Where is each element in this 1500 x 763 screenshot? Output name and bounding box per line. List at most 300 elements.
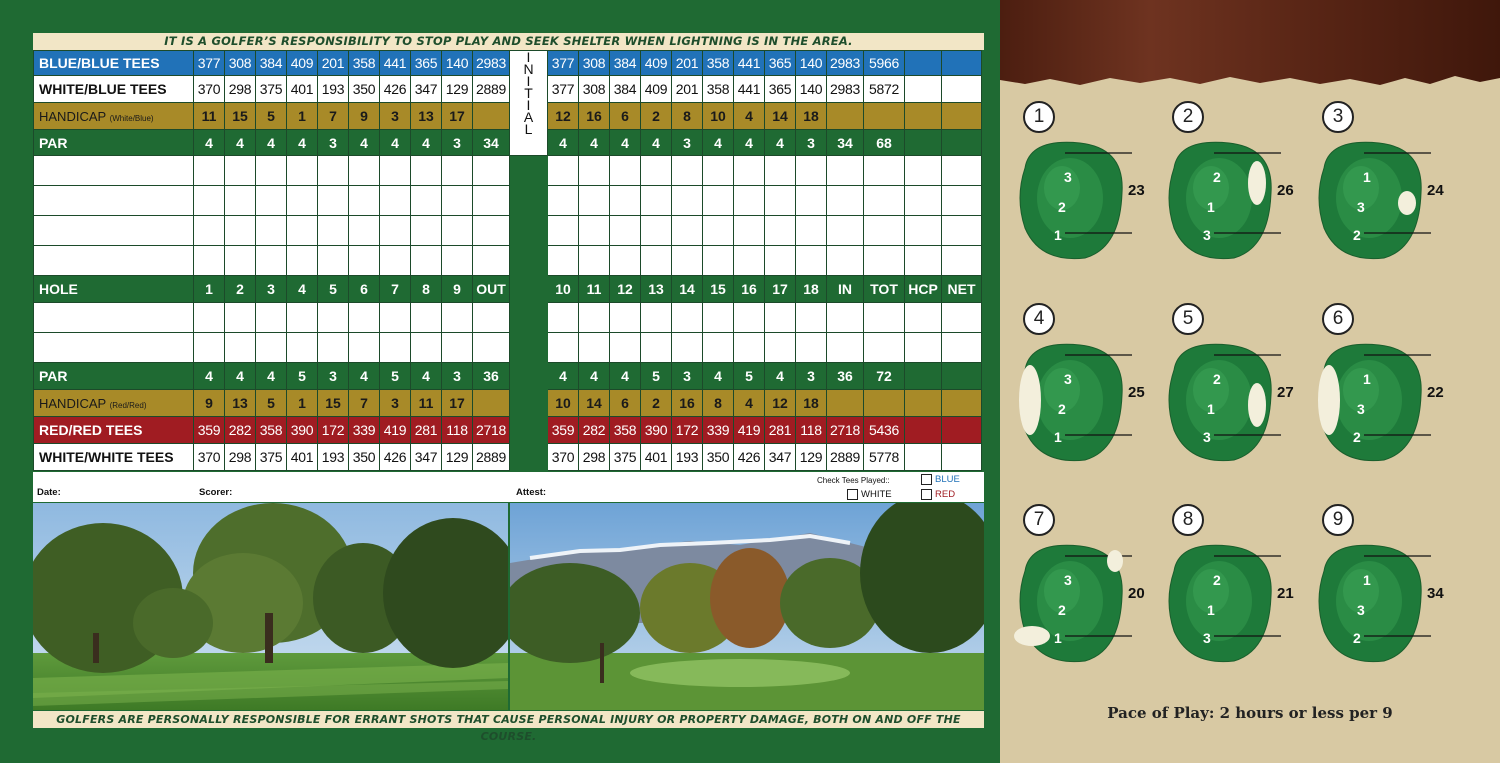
score-entry-cell[interactable]: [796, 156, 827, 186]
net-cell: [942, 51, 982, 76]
front-nine-cell: 3: [442, 363, 473, 390]
score-entry-cell[interactable]: [703, 156, 734, 186]
pin-position-number: 3: [1064, 572, 1072, 588]
back-nine-cell: 201: [672, 51, 703, 76]
score-entry-cell[interactable]: [579, 303, 610, 333]
score-entry-cell[interactable]: [34, 303, 194, 333]
pin-position-number: 3: [1064, 169, 1072, 185]
back-nine-cell: 2: [641, 103, 672, 130]
front-nine-cell: 1: [287, 103, 318, 130]
score-entry-cell[interactable]: [194, 216, 225, 246]
score-entry-cell[interactable]: [942, 156, 982, 186]
score-entry-cell[interactable]: [256, 246, 287, 276]
score-entry-cell[interactable]: [672, 333, 703, 363]
front-nine-cell: 172: [318, 417, 349, 444]
score-entry-cell[interactable]: [864, 246, 905, 276]
score-entry-cell[interactable]: [548, 156, 579, 186]
score-entry-cell[interactable]: [225, 216, 256, 246]
score-entry-cell[interactable]: [703, 333, 734, 363]
wood-header: [1000, 0, 1500, 90]
score-entry-cell[interactable]: [349, 246, 380, 276]
back-nine-cell: 426: [734, 444, 765, 471]
score-entry-cell[interactable]: [349, 186, 380, 216]
score-entry-cell[interactable]: [287, 186, 318, 216]
score-entry-cell[interactable]: [905, 246, 942, 276]
score-entry-cell[interactable]: [672, 246, 703, 276]
row-label: [34, 363, 194, 390]
score-entry-cell[interactable]: [287, 156, 318, 186]
score-entry-cell[interactable]: [473, 333, 510, 363]
back-nine-cell: 12: [765, 390, 796, 417]
back-nine-cell: 441: [734, 51, 765, 76]
back-nine-cell: 4: [579, 363, 610, 390]
score-entry-cell[interactable]: [796, 216, 827, 246]
score-entry-cell[interactable]: [34, 246, 194, 276]
score-entry-cell[interactable]: [610, 303, 641, 333]
pin-position-number: 1: [1207, 401, 1215, 417]
score-entry-cell[interactable]: [225, 246, 256, 276]
score-entry-cell[interactable]: [610, 246, 641, 276]
score-entry-cell[interactable]: [765, 156, 796, 186]
front-nine-cell: 5: [318, 276, 349, 303]
score-table: [33, 50, 982, 471]
row-label: [34, 103, 194, 130]
front-nine-cell: 7: [380, 276, 411, 303]
out-total-cell: 36: [473, 363, 510, 390]
total-cell: 5966: [864, 51, 905, 76]
score-entry-cell[interactable]: [318, 156, 349, 186]
score-entry-cell[interactable]: [864, 333, 905, 363]
score-entry-cell[interactable]: [905, 303, 942, 333]
back-nine-cell: 365: [765, 51, 796, 76]
score-entry-cell[interactable]: [703, 186, 734, 216]
score-entry-cell[interactable]: [473, 246, 510, 276]
pin-position-number: 3: [1357, 199, 1365, 215]
total-cell: TOT: [864, 276, 905, 303]
score-entry-cell[interactable]: [864, 156, 905, 186]
front-nine-cell: 426: [380, 76, 411, 103]
score-entry-row: [34, 303, 982, 333]
pin-position-number: 3: [1064, 371, 1072, 387]
back-nine-cell: 14: [765, 103, 796, 130]
scorer-label: Scorer:: [199, 487, 233, 498]
score-entry-cell[interactable]: [827, 303, 864, 333]
hcp-cell: [905, 76, 942, 103]
green-depth-label: 26: [1277, 182, 1294, 199]
score-entry-cell[interactable]: [672, 303, 703, 333]
out-total-cell: OUT: [473, 276, 510, 303]
score-entry-cell[interactable]: [548, 303, 579, 333]
score-entry-cell[interactable]: [942, 186, 982, 216]
score-entry-cell[interactable]: [442, 216, 473, 246]
score-entry-cell[interactable]: [905, 333, 942, 363]
score-entry-cell[interactable]: [641, 303, 672, 333]
front-nine-cell: 365: [411, 51, 442, 76]
back-nine-cell: 358: [703, 76, 734, 103]
score-entry-cell[interactable]: [827, 246, 864, 276]
score-entry-cell[interactable]: [672, 156, 703, 186]
score-entry-cell[interactable]: [34, 216, 194, 246]
score-entry-cell[interactable]: [734, 156, 765, 186]
score-entry-cell[interactable]: [765, 333, 796, 363]
total-cell: [864, 103, 905, 130]
pin-position-number: 1: [1363, 371, 1371, 387]
score-entry-cell[interactable]: [765, 186, 796, 216]
score-entry-cell[interactable]: [194, 246, 225, 276]
score-entry-cell[interactable]: [194, 303, 225, 333]
back-nine-cell: 401: [641, 444, 672, 471]
score-entry-cell[interactable]: [194, 156, 225, 186]
front-nine-cell: 2: [225, 276, 256, 303]
score-entry-cell[interactable]: [827, 186, 864, 216]
score-entry-cell[interactable]: [864, 303, 905, 333]
row-hole: [34, 276, 982, 303]
score-entry-cell[interactable]: [905, 216, 942, 246]
back-nine-cell: 4: [765, 363, 796, 390]
signature-area: [33, 472, 984, 502]
row-label-text: HANDICAP: [39, 395, 106, 411]
score-entry-row: [34, 156, 982, 186]
score-entry-cell[interactable]: [411, 246, 442, 276]
back-nine-cell: 10: [548, 390, 579, 417]
score-entry-cell[interactable]: [827, 156, 864, 186]
back-nine-cell: 377: [548, 76, 579, 103]
blue-checkbox[interactable]: [921, 474, 932, 485]
score-entry-cell[interactable]: [380, 246, 411, 276]
pace-of-play: Pace of Play: 2 hours or less per 9: [1107, 704, 1393, 722]
back-nine-cell: 6: [610, 390, 641, 417]
front-nine-cell: 384: [256, 51, 287, 76]
back-nine-cell: 384: [610, 51, 641, 76]
hcp-cell: [905, 417, 942, 444]
pin-position-number: 2: [1353, 630, 1361, 646]
score-entry-cell[interactable]: [287, 216, 318, 246]
score-entry-cell[interactable]: [256, 186, 287, 216]
back-nine-cell: 18: [796, 103, 827, 130]
pin-position-number: 3: [1357, 602, 1365, 618]
score-entry-cell[interactable]: [765, 216, 796, 246]
back-nine-cell: 15: [703, 276, 734, 303]
score-entry-cell[interactable]: [905, 156, 942, 186]
score-entry-cell[interactable]: [34, 333, 194, 363]
back-nine-cell: 4: [734, 103, 765, 130]
back-nine-cell: 409: [641, 76, 672, 103]
score-entry-cell[interactable]: [442, 156, 473, 186]
row-label-text: RED/RED TEES: [39, 422, 143, 438]
hole-number-badge: 7: [1023, 504, 1055, 536]
green-diagram: [1010, 335, 1170, 485]
score-entry-cell[interactable]: [703, 216, 734, 246]
score-entry-cell[interactable]: [411, 156, 442, 186]
score-entry-cell[interactable]: [864, 186, 905, 216]
separator-cell: [510, 363, 548, 390]
front-nine-cell: 193: [318, 76, 349, 103]
check-tees-label: Check Tees Played::: [817, 476, 890, 485]
net-cell: [942, 103, 982, 130]
score-entry-cell[interactable]: [225, 333, 256, 363]
score-entry-cell[interactable]: [610, 156, 641, 186]
score-entry-cell[interactable]: [473, 303, 510, 333]
score-entry-cell[interactable]: [380, 156, 411, 186]
score-entry-cell[interactable]: [442, 186, 473, 216]
score-entry-cell[interactable]: [827, 216, 864, 246]
score-entry-cell[interactable]: [734, 333, 765, 363]
score-entry-cell[interactable]: [734, 216, 765, 246]
pin-position-number: 1: [1054, 227, 1062, 243]
green-diagram: [1309, 536, 1469, 686]
score-entry-cell[interactable]: [473, 156, 510, 186]
front-nine-cell: 375: [256, 444, 287, 471]
course-photo-left: [33, 503, 508, 710]
back-nine-cell: 308: [579, 51, 610, 76]
score-entry-cell[interactable]: [827, 333, 864, 363]
in-total-cell: [827, 390, 864, 417]
back-nine-cell: 3: [796, 130, 827, 156]
score-entry-cell[interactable]: [318, 216, 349, 246]
score-entry-cell[interactable]: [548, 246, 579, 276]
in-total-cell: [827, 103, 864, 130]
hcp-cell: [905, 103, 942, 130]
net-cell: [942, 444, 982, 471]
green-depth-label: 23: [1128, 182, 1145, 199]
front-nine-cell: 9: [194, 390, 225, 417]
back-nine-cell: 140: [796, 76, 827, 103]
pin-position-number: 2: [1353, 429, 1361, 445]
score-entry-cell[interactable]: [942, 303, 982, 333]
score-entry-cell[interactable]: [256, 216, 287, 246]
front-nine-cell: 4: [256, 363, 287, 390]
out-total-cell: 2983: [473, 51, 510, 76]
score-entry-cell[interactable]: [796, 333, 827, 363]
score-entry-cell[interactable]: [734, 186, 765, 216]
separator-cell: [510, 246, 548, 276]
back-nine-cell: 14: [579, 390, 610, 417]
net-cell: [942, 417, 982, 444]
score-entry-cell[interactable]: [579, 186, 610, 216]
score-entry-cell[interactable]: [194, 333, 225, 363]
green-depth-label: 34: [1427, 585, 1444, 602]
score-entry-cell[interactable]: [349, 156, 380, 186]
net-cell: [942, 130, 982, 156]
score-entry-cell[interactable]: [641, 186, 672, 216]
score-entry-cell[interactable]: [225, 156, 256, 186]
back-nine-cell: 12: [548, 103, 579, 130]
red-tee-option[interactable]: RED: [921, 489, 955, 500]
back-nine-cell: 10: [703, 103, 734, 130]
total-cell: [864, 390, 905, 417]
score-entry-cell[interactable]: [765, 303, 796, 333]
score-entry-cell[interactable]: [380, 303, 411, 333]
separator-cell: [510, 333, 548, 363]
front-nine-cell: 5: [256, 390, 287, 417]
row-red-red: [34, 417, 982, 444]
back-nine-cell: 201: [672, 76, 703, 103]
back-nine-cell: 8: [703, 390, 734, 417]
score-entry-cell[interactable]: [318, 246, 349, 276]
score-entry-cell[interactable]: [734, 246, 765, 276]
green-diagram: [1010, 133, 1170, 283]
front-nine-cell: 350: [349, 444, 380, 471]
score-entry-cell[interactable]: [672, 186, 703, 216]
net-cell: NET: [942, 276, 982, 303]
score-entry-cell[interactable]: [287, 246, 318, 276]
back-nine-cell: 358: [610, 417, 641, 444]
green-depth-label: 20: [1128, 585, 1145, 602]
score-entry-cell[interactable]: [942, 216, 982, 246]
front-nine-cell: 4: [349, 130, 380, 156]
total-cell: 5872: [864, 76, 905, 103]
score-entry-cell[interactable]: [579, 156, 610, 186]
score-entry-cell[interactable]: [318, 186, 349, 216]
back-nine-cell: 3: [796, 363, 827, 390]
score-entry-cell[interactable]: [411, 216, 442, 246]
score-entry-cell[interactable]: [411, 186, 442, 216]
score-entry-cell[interactable]: [548, 186, 579, 216]
pin-position-number: 1: [1207, 602, 1215, 618]
back-nine-cell: 4: [548, 363, 579, 390]
back-nine-cell: 13: [641, 276, 672, 303]
row-label: [34, 130, 194, 156]
score-entry-cell[interactable]: [703, 246, 734, 276]
score-entry-cell[interactable]: [942, 333, 982, 363]
white-checkbox[interactable]: [847, 489, 858, 500]
score-entry-cell[interactable]: [411, 303, 442, 333]
score-entry-cell[interactable]: [641, 333, 672, 363]
front-nine-cell: 401: [287, 76, 318, 103]
white-tee-option[interactable]: WHITE: [847, 489, 892, 500]
row-white-blue: [34, 76, 982, 103]
score-entry-cell[interactable]: [380, 333, 411, 363]
back-nine-cell: 129: [796, 444, 827, 471]
score-entry-cell[interactable]: [318, 303, 349, 333]
score-entry-cell[interactable]: [641, 156, 672, 186]
front-nine-cell: 6: [349, 276, 380, 303]
score-entry-cell[interactable]: [256, 333, 287, 363]
front-nine-cell: 4: [411, 363, 442, 390]
front-nine-cell: 13: [411, 103, 442, 130]
pin-position-number: 3: [1203, 630, 1211, 646]
back-nine-cell: 4: [579, 130, 610, 156]
score-entry-cell[interactable]: [579, 246, 610, 276]
front-nine-cell: 426: [380, 444, 411, 471]
separator-cell: [510, 186, 548, 216]
row-label: [34, 76, 194, 103]
score-entry-cell[interactable]: [442, 246, 473, 276]
hole-number-badge: 4: [1023, 303, 1055, 335]
score-entry-cell[interactable]: [442, 333, 473, 363]
net-cell: [942, 363, 982, 390]
pin-position-number: 1: [1207, 199, 1215, 215]
front-nine-cell: 4: [287, 130, 318, 156]
red-checkbox[interactable]: [921, 489, 932, 500]
score-entry-cell[interactable]: [34, 156, 194, 186]
front-nine-cell: 350: [349, 76, 380, 103]
score-entry-cell[interactable]: [318, 333, 349, 363]
pin-position-number: 2: [1058, 602, 1066, 618]
score-entry-cell[interactable]: [579, 333, 610, 363]
score-entry-cell[interactable]: [380, 186, 411, 216]
front-nine-cell: 4: [411, 130, 442, 156]
score-entry-cell[interactable]: [225, 186, 256, 216]
green-diagrams-panel: [1000, 0, 1500, 763]
front-nine-cell: 347: [411, 444, 442, 471]
green-depth-label: 27: [1277, 384, 1294, 401]
hcp-cell: [905, 51, 942, 76]
score-entry-cell[interactable]: [703, 303, 734, 333]
blue-tee-option[interactable]: BLUE: [921, 474, 960, 485]
back-nine-cell: 172: [672, 417, 703, 444]
score-entry-cell[interactable]: [287, 333, 318, 363]
attest-label: Attest:: [516, 487, 547, 498]
score-entry-cell[interactable]: [610, 333, 641, 363]
back-nine-cell: 16: [672, 390, 703, 417]
front-nine-cell: 282: [225, 417, 256, 444]
hole-number-badge: 9: [1322, 504, 1354, 536]
score-entry-cell[interactable]: [765, 246, 796, 276]
score-entry-cell[interactable]: [610, 216, 641, 246]
hole-number-badge: 3: [1322, 101, 1354, 133]
separator-cell: [510, 444, 548, 471]
back-nine-cell: 350: [703, 444, 734, 471]
back-nine-cell: 16: [734, 276, 765, 303]
score-entry-cell[interactable]: [349, 216, 380, 246]
score-entry-cell[interactable]: [442, 303, 473, 333]
score-entry-cell[interactable]: [641, 246, 672, 276]
score-entry-cell[interactable]: [34, 186, 194, 216]
front-nine-cell: 377: [194, 51, 225, 76]
score-entry-cell[interactable]: [411, 333, 442, 363]
score-entry-cell[interactable]: [287, 303, 318, 333]
score-entry-cell[interactable]: [380, 216, 411, 246]
score-entry-cell[interactable]: [905, 186, 942, 216]
score-entry-cell[interactable]: [548, 216, 579, 246]
green-diagram: [1159, 335, 1319, 485]
score-entry-cell[interactable]: [579, 216, 610, 246]
score-entry-cell[interactable]: [796, 303, 827, 333]
front-nine-cell: 1: [287, 390, 318, 417]
back-nine-cell: 298: [579, 444, 610, 471]
score-entry-cell[interactable]: [641, 216, 672, 246]
score-entry-cell[interactable]: [864, 216, 905, 246]
score-entry-cell[interactable]: [473, 216, 510, 246]
back-nine-cell: 2: [641, 390, 672, 417]
front-nine-cell: 193: [318, 444, 349, 471]
back-nine-cell: 18: [796, 276, 827, 303]
score-entry-cell[interactable]: [256, 303, 287, 333]
front-nine-cell: 298: [225, 444, 256, 471]
front-nine-cell: 140: [442, 51, 473, 76]
front-nine-cell: 17: [442, 103, 473, 130]
score-entry-cell[interactable]: [734, 303, 765, 333]
score-entry-cell[interactable]: [256, 156, 287, 186]
score-entry-cell[interactable]: [194, 186, 225, 216]
front-nine-cell: 3: [380, 103, 411, 130]
row-handicap-rr: [34, 390, 982, 417]
score-entry-cell[interactable]: [942, 246, 982, 276]
score-entry-cell[interactable]: [225, 303, 256, 333]
row-label: [34, 444, 194, 471]
score-entry-cell[interactable]: [672, 216, 703, 246]
score-entry-cell[interactable]: [349, 303, 380, 333]
score-entry-cell[interactable]: [349, 333, 380, 363]
back-nine-cell: 339: [703, 417, 734, 444]
score-entry-cell[interactable]: [796, 186, 827, 216]
score-entry-cell[interactable]: [548, 333, 579, 363]
score-entry-cell[interactable]: [473, 186, 510, 216]
score-entry-cell[interactable]: [610, 186, 641, 216]
score-entry-cell[interactable]: [796, 246, 827, 276]
back-nine-cell: 16: [579, 103, 610, 130]
